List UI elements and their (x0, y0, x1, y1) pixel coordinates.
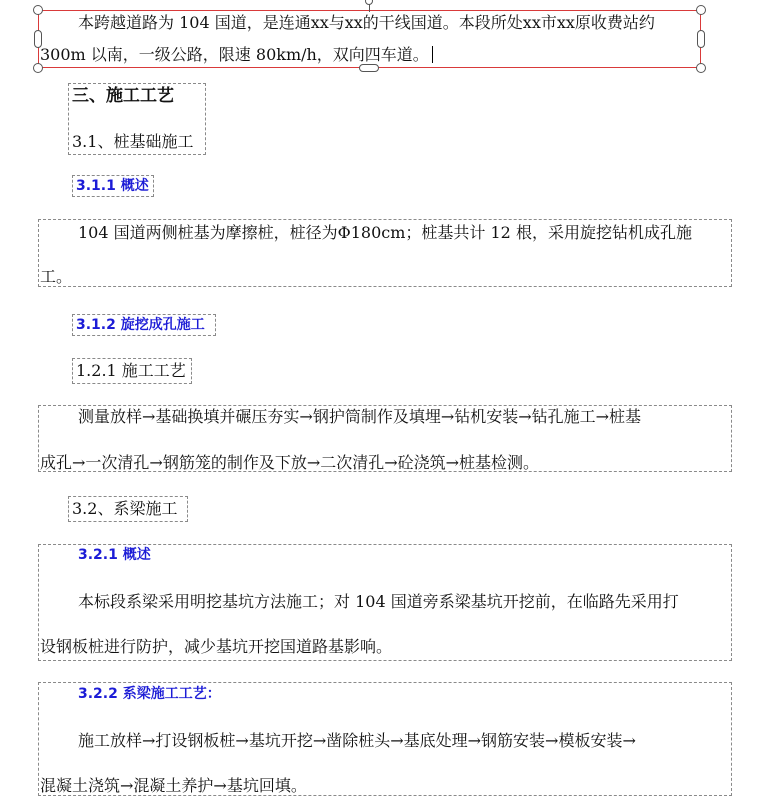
section-3-1-title: 3.1、桩基础施工 (72, 132, 194, 151)
rotate-handle[interactable] (365, 0, 373, 5)
intro-line-1[interactable]: 本跨越道路为 104 国道，是连通xx与xx的干线国道。本段所处xx市xx原收费站约 (78, 13, 655, 32)
section-3-2-title: 3.2、系梁施工 (72, 499, 178, 518)
paragraph-1-2-1-line-2: 成孔→一次清孔→钢筋笼的制作及下放→二次清孔→砼浇筑→桩基检测。 (40, 453, 540, 472)
sub-heading-1-2-1: 1.2.1 施工工艺 (76, 361, 186, 380)
text-cursor (432, 46, 433, 63)
paragraph-3-2-2-line-2: 混凝土浇筑→混凝土养护→基坑回填。 (40, 776, 307, 795)
resize-handle-top-right[interactable] (696, 5, 706, 15)
resize-handle-top-left[interactable] (33, 5, 43, 15)
heading-3-1-2: 3.1.2 旋挖成孔施工 (76, 317, 205, 333)
paragraph-3-2-1-line-1: 本标段系梁采用明挖基坑方法施工；对 104 国道旁系梁基坑开挖前，在临路先采用打 (78, 592, 679, 611)
paragraph-1-2-1-line-1: 测量放样→基础换填并碾压夯实→钢护筒制作及填埋→钻机安装→钻孔施工→桩基 (78, 407, 642, 426)
resize-handle-bottom[interactable] (359, 64, 379, 72)
intro-line-2-wrap[interactable] (40, 45, 433, 65)
resize-handle-bottom-right[interactable] (696, 63, 706, 73)
paragraph-3-1-1-line-2: 工。 (40, 267, 73, 286)
heading-3-2-1: 3.2.1 概述 (78, 547, 151, 563)
paragraph-3-1-1-line-1: 104 国道两侧桩基为摩擦桩，桩径为Φ180cm；桩基共计 12 根，采用旋挖钻机成孔施 (78, 223, 692, 242)
intro-line-2: 300m 以南，一级公路，限速 80km/h，双向四车道。 (40, 45, 429, 64)
heading-3-2-2: 3.2.2 系梁施工工艺： (78, 686, 221, 702)
paragraph-3-2-2-line-1: 施工放样→打设钢板桩→基坑开挖→凿除桩头→基底处理→钢筋安装→模板安装→ (78, 731, 636, 750)
paragraph-3-2-1-line-2: 设钢板桩进行防护，减少基坑开挖国道路基影响。 (40, 637, 393, 656)
resize-handle-right[interactable] (697, 30, 705, 48)
heading-3-1-1: 3.1.1 概述 (76, 178, 149, 194)
section-3-title: 三、施工工艺 (72, 86, 174, 106)
